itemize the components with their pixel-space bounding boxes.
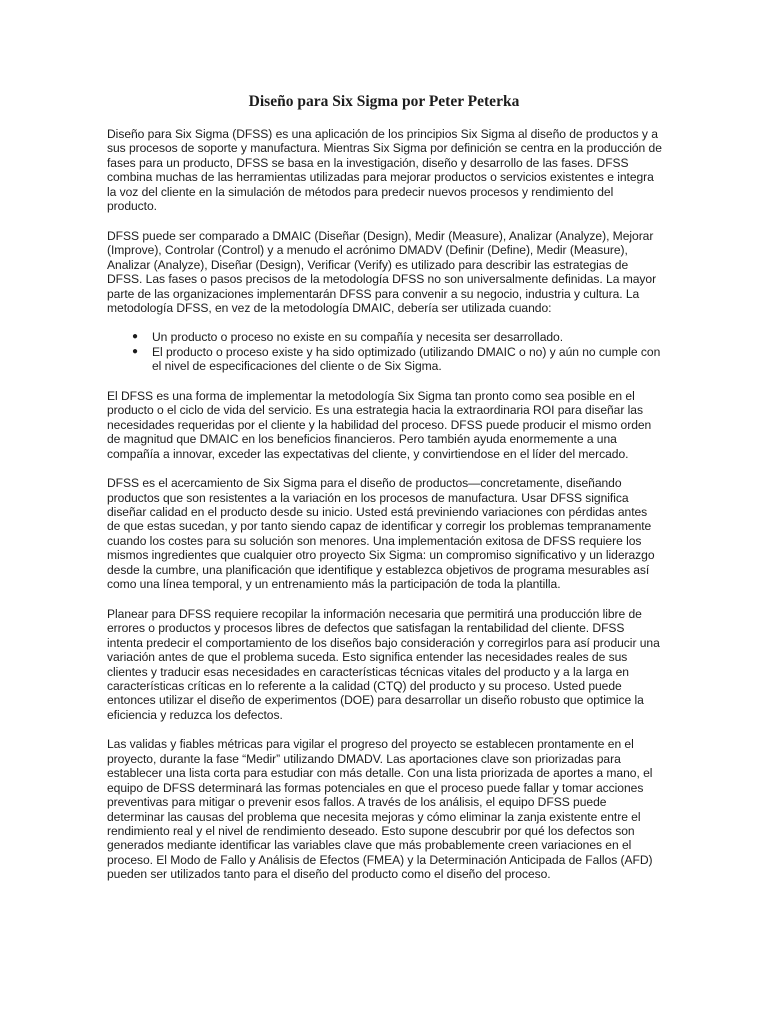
bullet-icon: ●: [132, 331, 138, 343]
paragraph-1: El DFSS es una forma de implementar la metodología Six Sigma tan pronto como sea posible en el producto o el ciclo de vida del servicio. Es una estrategia hacia la extraordinaria ROI para diseñar las necesidades requeridas por el cliente y la habilidad del proceso. DFSS puede producir el mismo orden de magnitud que DMAIC en los beneficios financieros. Pero también ayuda enormemente a una compañía a innovar, exceder las expectativas del cliente, y convirtiendose en el líder del mercado.: [107, 388, 652, 461]
document-body: [107, 127, 663, 897]
document-title: Diseño para Six Sigma por Peter Peterka: [248, 93, 520, 110]
bullet-icon: ●: [132, 345, 138, 357]
paragraph-2: DFSS es el acercamiento de Six Sigma para el diseño de productos—concretamente, diseñando productos que son resistentes a la variación en los procesos de manufactura. Usar DFSS significa diseñar calidad en el producto desde su inicio. Usted está previniendo variaciones con pérdidas antes de que estas sucedan, y por tanto siendo capaz de identificar y corregir los problemas tempranamente cuando los costes para su solución son menores. Una implementación exitosa de DFSS requiere los mismos ingredientes que cualquier otro proyecto Six Sigma: un compromiso significativo y un liderazgo desde la cumbre, una planificación que identifique y establezca objetivos de programa mesurables así como una línea temporal, y un entrenamiento más la participación de toda la plantilla.: [107, 476, 655, 592]
paragraph-intro-1: Diseño para Six Sigma (DFSS) es una aplicación de los principios Six Sigma al diseño de productos y a sus procesos de soporte y manufactura. Mientras Six Sigma por definición se centra en la producción de fases para un producto, DFSS se basa en la investigación, diseño y desarrollo de las fases. DFSS combina muchas de las herramientas utilizadas para mejorar productos o servicios existentes e integra la voz del cliente en la simulación de métodos para predecir nuevos procesos y rendimiento del producto.: [107, 127, 662, 214]
list-item: [132, 330, 663, 345]
paragraph-3: Planear para DFSS requiere recopilar la información necesaria que permitirá una producción libre de errores o productos y procesos libres de defectos que satisfagan la rentabilidad del cliente. DFSS intenta predecir el comportamiento de los diseños bajo consideración y corregirlos para así producir una variación antes de que el problema suceda. Esto significa entender las necesidades reales de sus clientes y traducir esas necesidades en características técnicas vitales del producto y a la larga en características críticas en lo referente a la calidad (CTQ) del producto y su proceso. Usted puede entonces utilizar el diseño de experimentos (DOE) para desarrollar un diseño robusto que optimice la eficiencia y reduzca los defectos.: [107, 606, 660, 722]
bullet-list: [107, 330, 663, 373]
list-item-text: Un producto o proceso no existe en su compañía y necesita ser desarrollado.: [152, 330, 564, 345]
list-item-text: El producto o proceso existe y ha sido optimizado (utilizando DMAIC o no) y aún no cumple con el nivel de especificaciones del cliente o de Six Sigma.: [152, 344, 661, 374]
paragraph-4: Las validas y fiables métricas para vigilar el progreso del proyecto se establecen prontamente en el proyecto, durante la fase “Medir” utilizando DMADV. Las aportaciones clave son priorizadas para establecer una lista corta para estudiar con más detalle. Con una lista priorizada de aportes a mano, el equipo de DFSS determinará las formas potenciales en que el proceso puede fallar y tomar acciones preventivas para mitigar o prevenir esos fallos. A través de los análisis, el equipo DFSS puede determinar las causas del problema que necesita mejoras y cómo eliminar la zanja existente entre el rendimiento real y el nivel de rendimiento deseado. Esto supone descubrir por qué los defectos son generados mediante identificar las variables clave que más probablemente creen variaciones en el proceso. El Modo de Fallo y Análisis de Efectos (FMEA) y la Determinación Anticipada de Fallos (AFD) pueden ser utilizados tanto para el diseño del producto como el diseño del proceso.: [107, 737, 653, 882]
list-item: [132, 344, 663, 374]
paragraph-intro-2: DFSS puede ser comparado a DMAIC (Diseñar (Design), Medir (Measure), Analizar (Analyze), Mejorar (Improve), Controlar (Control) y a menudo el acrónimo DMADV (Definir (Define), Medir (Measure), Analizar (Analyze), Diseñar (Design), Verificar (Verify) es utilizado para describir las estrategias de DFSS. Las fases o pasos precisos de la metodología DFSS no son universalmente definidas. La mayor parte de las organizaciones implementarán DFSS para convenir a su negocio, industria y cultura. La metodología DFSS, en vez de la metodología DMAIC, debería ser utilizada cuando:: [107, 228, 657, 315]
